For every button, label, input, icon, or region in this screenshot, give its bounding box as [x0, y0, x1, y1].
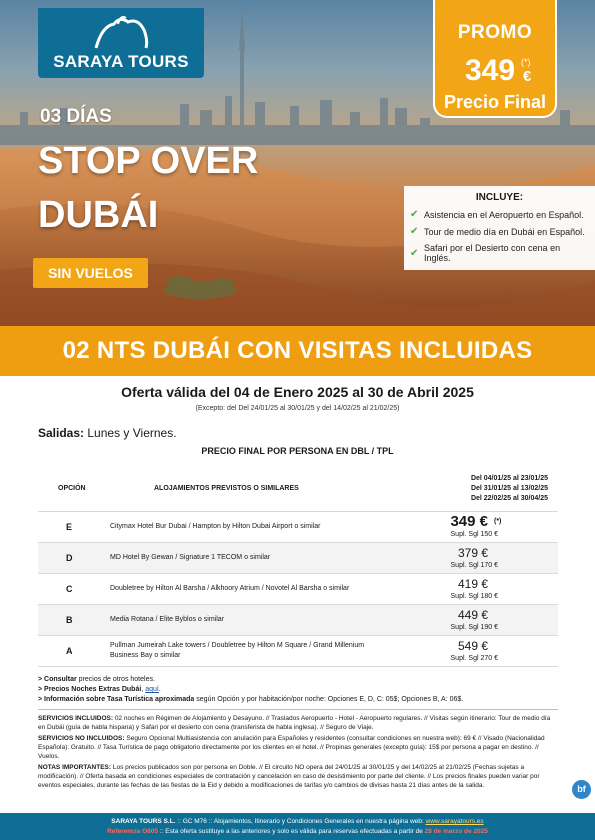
fine-text: 02 noches en Régimen de Alojamiento y Desayuno. // Traslados Aeropuerto - Hotel - Aeropuerto regulares. // Visitas según itinerario: Tour de medio día en Dubái (guía de habla hispana) y Safari por el desierto con cena (transferista de habla inglesa). // Seguro de Viaje. [38, 715, 551, 731]
single-supplement: Supl. Sgl 190 € [450, 624, 498, 631]
table-row [38, 512, 558, 543]
footer-text: :: GC M76 :: Alojamientos, Itinerario y Condiciones Generales en nuestra página web: [175, 818, 426, 825]
note-bold: > Precios Noches Extras Dubái [38, 686, 142, 693]
date-range: Del 22/02/25 al 30/04/25 [470, 495, 548, 502]
exception-text: (Excepto: del Del 24/01/25 al 30/01/25 y del 14/02/25 al 21/02/25) [195, 405, 400, 412]
footer-company: SARAYA TOURS S.L. [111, 818, 176, 825]
option-code: B [66, 615, 73, 625]
hotel-list: Citymax Hotel Bur Dubai / Hampton by Hilton Dubai Airport o similar [110, 523, 321, 530]
row-price: 449 € [457, 608, 488, 622]
departures-value: Lunes y Viernes. [87, 426, 177, 440]
price-table [38, 468, 558, 667]
hero-banner [0, 0, 595, 326]
promo-badge [433, 0, 557, 118]
includes-item-label: Safari por el Desierto con cena en Inglés. [424, 243, 561, 263]
note-line [38, 675, 558, 685]
hotel-list [110, 641, 370, 661]
not-included-services [38, 734, 558, 761]
departures-line [38, 426, 177, 440]
departures-label: Salidas: [38, 426, 85, 440]
note-line [38, 695, 558, 705]
note-text: según Opción y por habitación/por noche: Opciones E, D, C: 05$; Opciones B, A: 06$. [194, 696, 464, 703]
table-row [38, 574, 558, 605]
row-price: 349 € [450, 513, 488, 530]
fine-print [38, 714, 558, 790]
col-hotels-header: ALOJAMIENTOS PREVISTOS O SIMILARES [154, 485, 299, 492]
extra-notes [38, 675, 558, 705]
note-bold: > Consultar [38, 676, 77, 683]
brand-name: SARAYA TOURS [53, 52, 189, 71]
col-dates-header [471, 474, 548, 504]
extra-nights-link[interactable]: aquí [145, 686, 159, 693]
check-icon: ✔ [410, 209, 419, 220]
camel-rider-icon [88, 12, 154, 52]
validity-text: Oferta válida del 04 de Enero 2025 al 30 de Abril 2025 [121, 384, 474, 400]
note-text: , [141, 686, 146, 693]
promo-price: 349 [465, 54, 516, 87]
note-text: precios de otros hoteles. [76, 676, 155, 683]
reference-date: 28 de marzo de 2025 [424, 828, 488, 835]
fine-label: SERVICIOS NO INCLUIDOS: [38, 735, 125, 742]
page-title-line1: STOP OVER [38, 140, 259, 182]
includes-item [410, 226, 589, 237]
footer-line2 [0, 827, 595, 837]
col-option-header: OPCIÓN [58, 485, 86, 492]
table-row [38, 636, 558, 667]
fine-text: Seguro Opcional Multiasistencia con anulación para Españoles y residentes (consultar condiciones en nuestra web): 69 € // Visado (Nacionalidad Española): Gratuito. // Tasa Turística de pago obligatorio directamente por los clientes en el hotel. // Propinas generales (excepto guía): 15$ por persona a pagar en destino. // Vuelos. [38, 735, 545, 760]
single-supplement: Supl. Sgl 270 € [450, 655, 498, 662]
price-heading: PRECIO FINAL POR PERSONA EN DBL / TPL [201, 446, 394, 456]
duration-label: 03 DÍAS [40, 106, 112, 127]
option-code: E [66, 522, 73, 532]
row-price: 379 € [457, 546, 488, 560]
promo-label: PROMO [457, 22, 533, 43]
table-row [38, 605, 558, 636]
offer-banner: 02 NTS DUBÁI CON VISITAS INCLUIDAS [0, 326, 595, 376]
website-link[interactable]: www.sarayatours.es [425, 818, 484, 825]
date-range: Del 04/01/25 al 23/01/25 [470, 475, 548, 482]
table-row [38, 543, 558, 574]
divider [38, 709, 558, 710]
check-icon: ✔ [410, 226, 419, 237]
includes-item [410, 209, 589, 220]
footer [0, 813, 595, 840]
row-price: 549 € [457, 639, 488, 653]
option-code: D [66, 553, 73, 563]
fine-label: SERVICIOS INCLUIDOS: [38, 715, 114, 722]
price-asterisk: (*) [494, 518, 502, 525]
note-bold: > Información sobre Tasa Turística aproximada [38, 696, 195, 703]
promo-asterisk: (*) [521, 57, 531, 67]
includes-title: INCLUYE: [475, 192, 524, 203]
date-range: Del 31/01/25 al 13/02/25 [470, 485, 548, 492]
includes-item-label: Asistencia en el Aeropuerto en Español. [424, 209, 584, 220]
check-icon: ✔ [410, 247, 419, 259]
brand-logo[interactable] [38, 8, 204, 78]
single-supplement: Supl. Sgl 180 € [450, 593, 498, 600]
includes-box [404, 186, 595, 270]
includes-item-label: Tour de medio día en Dubái en Español. [424, 226, 585, 237]
row-price: 419 € [457, 577, 488, 591]
promo-currency: € [523, 68, 532, 85]
hotel-list: Doubletree by Hilton Al Barsha / Alkhoory Atrium / Novotel Al Barsha o similar [110, 585, 350, 592]
footer-text: :: Esta oferta sustituye a las anteriores y solo es válida para reservas efectuadas a partir de [158, 828, 425, 835]
table-header [38, 468, 558, 512]
hotel-list-line: Business Bay o similar [110, 652, 181, 659]
fine-label: NOTAS IMPORTANTES: [38, 764, 112, 771]
bf-badge: bf [572, 780, 591, 799]
hotel-list: Media Rotana / Elite Byblos o similar [110, 616, 224, 623]
included-services [38, 714, 558, 732]
single-supplement: Supl. Sgl 150 € [450, 531, 498, 538]
promo-final-label: Precio Final [443, 92, 547, 112]
hotel-list: MD Hotel By Gewan / Signature 1 TECOM o similar [110, 554, 271, 561]
page-title-line2: DUBÁI [38, 194, 159, 236]
reference-label: Referencia O605 [107, 828, 159, 835]
footer-line1 [0, 817, 595, 827]
note-line [38, 685, 558, 695]
includes-item [410, 243, 589, 263]
note-text: . [158, 686, 161, 693]
important-notes [38, 763, 558, 790]
fine-text: Los precios publicados son por persona en Doble. // El circuito NO opera del 24/01/25 al 30/01/25 y del 14/02/25 al 21/02/25 (Fechas sujetas a modificación). // Oferta basada en condiciones especiales de contratación y cancelación en caso de desistimiento por parte del cliente. // Los precios finales pueden variar por eventos especiales, durante las fechas de las fiestas de la Eid y debido a modificaciones de tarifas y/o cambios de divisas hasta 21 días antes de la salida. [38, 764, 540, 789]
option-code: C [66, 584, 73, 594]
hotel-list-line: Pullman Jumeirah Lake towers / Doubletree by Hilton M Square / Grand Millenium [110, 642, 365, 649]
single-supplement: Supl. Sgl 170 € [450, 562, 498, 569]
no-flights-badge: SIN VUELOS [33, 258, 148, 288]
option-code: A [66, 646, 73, 656]
